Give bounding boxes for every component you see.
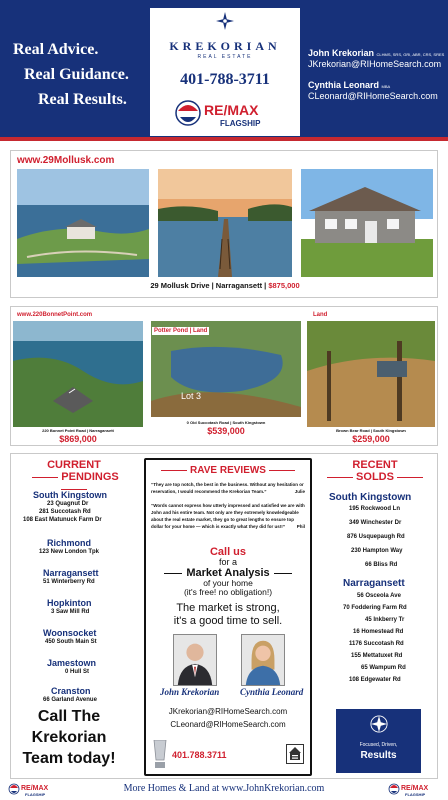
sold-address: 16 Homestead Rd <box>353 629 404 635</box>
svg-text:RE/MAX: RE/MAX <box>401 785 429 792</box>
email-link[interactable]: JKrekorian@RIHomeSearch.com <box>168 707 288 716</box>
remax-flagship: FLAGSHIP <box>220 119 261 128</box>
signature-john: John Krekorian <box>160 687 220 697</box>
pendings-heading: CURRENT PENDINGS <box>15 459 133 495</box>
agent-contacts <box>308 48 444 112</box>
svg-text:FLAGSHIP: FLAGSHIP <box>405 792 426 797</box>
email-link[interactable]: CLeonard@RIHomeSearch.com <box>170 720 286 729</box>
footer-text[interactable]: More Homes & Land at www.JohnKrekorian.com <box>123 783 325 794</box>
slogan-line: Real Guidance. <box>24 66 129 83</box>
land-listings <box>10 306 438 446</box>
award-trophy-icon <box>152 740 168 770</box>
pending-town: South Kingstown <box>33 490 107 500</box>
reviews-heading: RAVE REVIEWS <box>146 465 310 476</box>
dock-sunset-photo <box>158 169 292 277</box>
land-tag: Land <box>313 312 328 318</box>
pond-land-photo <box>151 321 301 417</box>
sold-address: 1176 Succotash Rd <box>349 641 404 647</box>
sold-address: 56 Osceola Ave <box>357 593 401 599</box>
for-a-text: for a <box>218 557 237 567</box>
agent-name: Cynthia Leonard MBA <box>308 80 391 90</box>
agent-email[interactable]: CLeonard@RIHomeSearch.com <box>308 91 438 101</box>
sold-town: Narragansett <box>343 578 405 589</box>
lot-label: Lot 3 <box>181 391 202 401</box>
pending-address: 108 East Matunuck Farm Dr <box>23 517 102 523</box>
reviews-panel <box>144 458 312 776</box>
sold-address: 45 Inkberry Tr <box>365 617 405 623</box>
of-home-text: of your home <box>203 578 253 588</box>
pending-address: 66 Garland Avenue <box>43 697 97 703</box>
compass-icon <box>370 715 388 733</box>
market-strong-text: The market is strong, <box>176 602 280 614</box>
sold-address: 195 Rockwood Ln <box>349 506 401 512</box>
featured-listing <box>10 150 438 298</box>
land-price: $259,000 <box>352 434 390 444</box>
land-price: $539,000 <box>207 426 245 436</box>
equal-housing-icon <box>286 744 304 764</box>
land-caption: Brown Bear Road | South Kingstown <box>336 428 406 433</box>
sold-address: 108 Edgewater Rd <box>349 677 401 683</box>
center-phone[interactable]: 401.788.3711 <box>172 750 227 760</box>
signature-cynthia: Cynthia Leonard <box>240 687 304 697</box>
land-tag: Potter Pond | Land <box>154 328 208 334</box>
pending-address: 3 Saw Mill Rd <box>51 609 90 615</box>
brand-subtitle: REAL ESTATE <box>197 54 253 60</box>
sold-address: 65 Wampum Rd <box>361 665 406 671</box>
sold-address: 876 Usquepaugh Rd <box>347 534 405 540</box>
sold-address: 66 Bliss Rd <box>365 562 398 568</box>
header-phone[interactable]: 401-788-3711 <box>180 71 270 88</box>
focused-driven-badge <box>336 709 421 773</box>
focused-driven-text: Focused, Driven, <box>359 742 398 748</box>
svg-text:RE/MAX: RE/MAX <box>21 785 49 792</box>
bottom-section <box>10 453 438 779</box>
featured-caption: 29 Mollusk Drive | Narragansett | $875,000 <box>150 281 300 290</box>
footer <box>0 779 448 800</box>
review-quote: “They are top notch, the best in the business. Without any hesitation or reservation, I would recommend the Krekorian Team.” Julie <box>151 482 305 494</box>
good-time-text: it's a good time to sell. <box>173 615 283 627</box>
review-quote: “Words cannot express how utterly impressed and satisfied we are with John and his entire team. Not only are they extremely knowledgeable about the real estate market, they go to great lengths to ensure top dollar for your home — which is exactly what they did for us!!” Phil <box>151 503 305 529</box>
pending-address: 450 South Main St <box>45 639 97 645</box>
remax-logo <box>174 97 278 131</box>
brand-panel <box>150 8 300 136</box>
pending-address: 281 Succotash Rd <box>39 509 91 515</box>
header-banner <box>0 0 448 141</box>
pending-town: Cranston <box>51 686 91 696</box>
agent-email[interactable]: JKrekorian@RIHomeSearch.com <box>308 59 442 69</box>
svg-text:FLAGSHIP: FLAGSHIP <box>25 792 46 797</box>
aerial-home-photo <box>17 169 149 277</box>
land-price: $869,000 <box>59 434 97 444</box>
land-caption: 0 Old Succotash Road | South Kingstown <box>186 420 266 425</box>
john-portrait <box>173 634 217 686</box>
pending-town: Woonsocket <box>43 628 97 638</box>
sold-town: South Kingstown <box>329 492 412 503</box>
remax-wordmark: RE/MAX <box>204 102 259 118</box>
pending-town: Richmond <box>47 538 91 548</box>
solds-heading: RECENT SOLDS <box>316 459 434 483</box>
compass-icon <box>216 12 234 30</box>
cta-line: Krekorian <box>31 729 107 746</box>
land-caption: 220 Bonnet Point Road | Narragansett <box>42 428 114 433</box>
results-text: Results <box>360 750 397 761</box>
aerial-land-photo <box>13 321 143 427</box>
wooded-lot-photo <box>307 321 435 427</box>
call-to-action <box>15 706 123 776</box>
pending-address: 0 Hull St <box>65 669 90 675</box>
pending-town: Jamestown <box>47 658 97 668</box>
header-stripe <box>0 137 448 141</box>
pending-town: Hopkinton <box>47 598 92 608</box>
cynthia-portrait <box>241 634 285 686</box>
brand-name: KREKORIAN <box>169 39 281 53</box>
call-us-heading: Call us <box>209 546 247 558</box>
sold-address: 70 Foddering Farm Rd <box>343 605 407 611</box>
pending-address: 123 New London Tpk <box>39 549 100 555</box>
market-analysis-heading: Market Analysis <box>146 567 310 579</box>
listing-url[interactable]: www.220BonnetPoint.com <box>17 312 93 318</box>
free-text: (it's free! no obligation!) <box>183 587 273 597</box>
remax-logo <box>388 782 440 797</box>
listing-url[interactable]: www.29Mollusk.com <box>17 155 115 166</box>
slogan-line: Real Advice. <box>13 41 99 58</box>
cta-line: Call The <box>37 708 101 725</box>
featured-price: $875,000 <box>268 281 300 290</box>
pending-address: 51 Winterberry Rd <box>43 579 95 585</box>
cta-line: Team today! <box>22 750 116 767</box>
sold-address: 155 Mettatuxet Rd <box>351 653 403 659</box>
agent-name: John Krekorian CLHMS, SRS, GRI, ABR, CRS, SRES <box>308 48 445 58</box>
pending-address: 23 Quagnut Dr <box>47 501 89 507</box>
pending-town: Narragansett <box>43 568 99 578</box>
sold-address: 230 Hampton Way <box>351 548 403 554</box>
sold-address: 349 Winchester Dr <box>349 520 402 526</box>
slogan-line: Real Results. <box>38 91 127 108</box>
house-exterior-photo <box>301 169 433 277</box>
